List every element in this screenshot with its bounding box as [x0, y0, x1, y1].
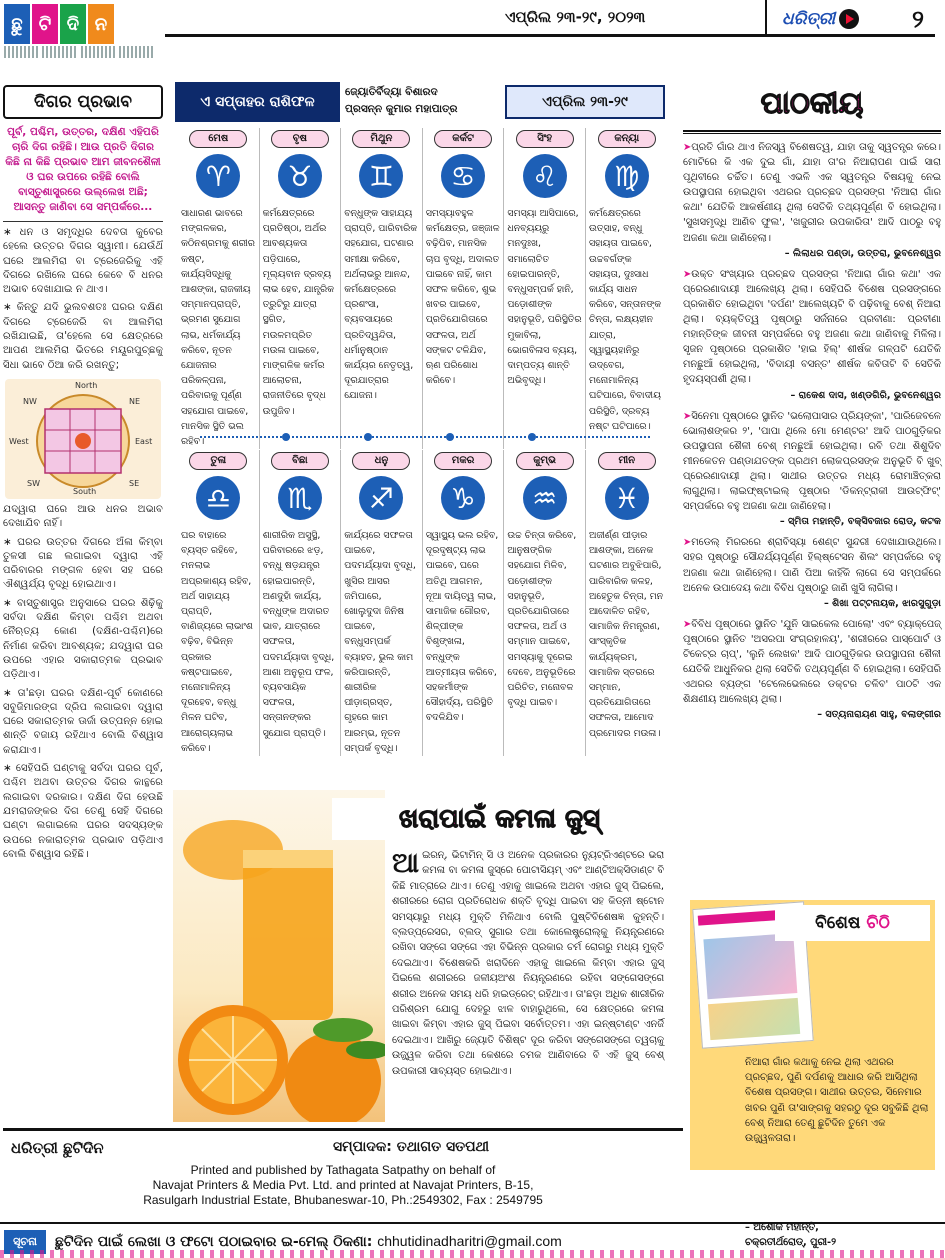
- letter-text: ପ୍ରତି ଗାଁର ଥାଏ ନିଜସ୍ୱ ବିଶେଷତ୍ୱ, ଯାହା ତାକୁ ସ୍ୱତନ୍ତ୍ର କରେ। ମୋଟିରେ କି ଏକ ଦୁଇ ଗାଁ, ଯାହା ତା'ର ନିଆରାପଣ ପାଇଁ ସାରା ପୃଥିବୀରେ ଚର୍ଚ୍ଚିତ। ତେଣୁ ଏଭଳି ଏକ ସ୍ୱତନ୍ତ୍ର ବିଷୟକୁ ନେଇ ଉପସ୍ଥାପନା ହୋଇଥିବା ଏଥରର ପ୍ରଚ୍ଛଦ ପ୍ରସଙ୍ଗ 'ନିଆରା ଗାଁର କଥା' ଯେତିକି ଆକର୍ଷଣୀୟ ଥିଲା ସେତିକି ତଥ୍ୟପୂର୍ଣ୍ଣ ବି ହୋଇଥିଲା। 'ସୁଖସମୃଦ୍ଧି ଆଣିବ ଫୁଲ', 'ଖଜୁରୀର ଉପକାରିତା' ଆଦି ପାଠରୁ ବହୁ ଅଜଣା କଥା ଜାଣିହେଲା।: [683, 142, 941, 244]
- letter-signature: – ସତ୍ୟନାରାୟଣ ସାହୁ, ବଲାଙ୍ଗୀର: [817, 709, 941, 721]
- imprint-line: Rasulgarh Industrial Estate, Bhubaneswar-10, Ph.:2549302, Fax : 2549795: [143, 1193, 543, 1207]
- horoscope-row: [178, 450, 668, 756]
- column-title: ଦିଗର ପ୍ରଭାବ: [3, 85, 163, 119]
- arrow-icon: ➤: [683, 142, 692, 153]
- zodiac-cell: [260, 128, 342, 449]
- letter-text: ବିବିଧ ପୃଷ୍ଠାରେ ସ୍ଥାନିତ 'ଯୁନି ସାଇକେଲ ପୋଲୋ' ଏବଂ ବ୍ୟାକ୍‌ପେଜ୍ ପୃଷ୍ଠାରେ ସ୍ଥାନିତ 'ଅସରପା ସଂଗ୍ରହାଳୟ', 'ଶରୀରରେ ପାସ୍‌ପୋର୍ଟ ଓ ଟିକେଟ୍‌ର ଚାପ୍‌', 'ଲୁନି ଲେଖକ' ଆଦି ପାଠଗୁଡ଼ିକର ଉପସ୍ଥାପନା ଶୈଳୀ ଯେତିକି ଆଧୁନିକର ଥିଲା ସେତିକି ତଥ୍ୟପୂର୍ଣ୍ଣ ବି ହୋଇଥିଲା। ସେହିପରି ଏଥରର ବ୍ୟଙ୍ଗ 'ଟେଲେଭେଲରେ ଡକ୍ଟର ଚଳିବ' ପାଠଟି ଏକ ଶିକ୍ଷଣୀୟ ଆଲେଖ୍ୟ ଥିଲା।: [683, 618, 941, 706]
- zodiac-forecast: ସ୍ୱାସ୍ଥ୍ୟ ଭଲ ରହିବ, ଦୂରଦୃଷ୍ଟ୍ୟ ଲାଭ ପାଇବେ, ଘରେ ଅତିଥି ଆଗମନ, ନୂଆ ଦାୟିତ୍ୱ ଲାଭ, ସାମାଜିକ ଗୌରବ, ଶିଳ୍ପୀଙ୍କ ବିଶୃଙ୍ଖଳା, ବନ୍ଧୁଙ୍କ ଆତ୍ମୀୟତା କରିବେ, ସହକର୍ମୀଙ୍କ ସୌହାର୍ଦ୍ୟ, ପରିସ୍ଥିତି ବଦଳିଯିବ।: [425, 530, 499, 724]
- label-pink: ଚିଠି: [866, 913, 890, 933]
- paragraph: ଯଦ୍ୱାରା ଘରେ ଆଉ ଧନର ଅଭାବ ଦେଖାଯିବ ନାହିଁ।: [3, 503, 163, 530]
- notice-message: ଛୁଟିଦିନ ପାଇଁ ଲେଖା ଓ ଫଟୋ ପଠାଇବାର ଇ-ମେଲ୍ ଠିକଣା:: [55, 1234, 373, 1250]
- masthead-logo: [4, 4, 116, 44]
- letter-signature: – ରାକେଶ ଦାସ, ଖଣ୍ଡଗିରି, ଭୁବନେଶ୍ୱର: [790, 389, 941, 401]
- signature-name: – ଅଶୋକ ମହାନ୍ତି,: [745, 1222, 819, 1233]
- direction-effects-column: [3, 85, 163, 1115]
- reader-letter: [683, 140, 941, 261]
- zodiac-forecast: ଉଚ୍ଚ ଚିନ୍ତା କରିବେ, ଆନୁଷଙ୍ଗିକ ସହଯୋଗ ମିଳିବ, ପଡ଼ୋଶୀଙ୍କ ସହାନୁଭୂତି, ପ୍ରତିଯୋଗିତାରେ ସଫଳତା, ଅର୍ଥ ଓ ସମ୍ମାନ ପାଇବେ, ସମସ୍ୟାକୁ ଦୂରେଇ ଦେବେ, ଅନୁଭୂତିରେ ପରିଚିତ, ମନୋବଳ ବୃଦ୍ଧି ପାଇବ।: [507, 530, 577, 709]
- column-rule: [683, 130, 941, 134]
- zodiac-cell: [178, 450, 260, 756]
- letter-signature: – ଶିଖା ପଟ୍ଟନାୟକ, ଝାରସୁଗୁଡ଼ା: [823, 597, 941, 609]
- zodiac-icon: ♌: [523, 154, 567, 198]
- zodiac-cell: [504, 450, 586, 756]
- author-title: ଜ୍ୟୋତିର୍ବିଦ୍ୟା ବିଶାରଦ: [345, 86, 438, 98]
- paragraph: ∗ ସେହିପରି ଘଣ୍ଟାକୁ ସର୍ବଦା ଘରର ପୂର୍ବ, ପଶ୍ଚିମ ଅଥବା ଉତ୍ତର ଦିଗର କାନ୍ଥରେ ଲଗାଇବା ଦରକାର। ଦକ୍ଷିଣ ଦିଗ ହେଉଛି ଯମରାଜଙ୍କର ଦିଗ ତେଣୁ ସେହି ଦିଗରେ ଘଣ୍ଟା ଲଗାଇଲେ ଘରର ସଦସ୍ୟଙ୍କ ଉପରେ ନକାରାତ୍ମକ ପ୍ରଭାବ ପଡ଼ିଥାଏ ବୋଲି ବିଶ୍ୱାସ ରହିଛି।: [3, 763, 163, 860]
- zodiac-icon: ♊: [359, 154, 403, 198]
- zodiac-icon: ♒: [523, 476, 567, 520]
- zodiac-icon: ♏: [278, 476, 322, 520]
- arrow-icon: ➤: [683, 268, 692, 280]
- zodiac-name: ବିଛା: [271, 452, 329, 470]
- letter-text: ଉକ୍ତ ସଂଖ୍ୟାର ପ୍ରଚ୍ଛଦ ପ୍ରସଙ୍ଗ 'ନିଆରା ଗାଁର କଥା' ଏକ ପ୍ରେରଣାଦାୟୀ ଆଲେଖ୍ୟ ଥିଲା। ସେହିପରି ବିଶେଷ ପ୍ରସଙ୍ଗରେ ପ୍ରକାଶିତ ହୋଇଥିବା 'ଦର୍ପଣ' ଆଲେଖ୍ୟଟି ବି ପଢ଼ିବାକୁ ବେଶ୍ ନିଆରା ଥିଲା। ବ୍ୟକ୍ତିତ୍ୱ ପୃଷ୍ଠାରୁ ସର୍ଜନାରେ ପ୍ରବୀଣା: ପ୍ରବୀଣା ମହାନ୍ତିଙ୍କ ଜୀବନୀ ସମ୍ପର୍କରେ ବହୁ ଅଜଣା କଥା ଜାଣିବାକୁ ମିଳିଲା। ସୃଜନ ପୃଷ୍ଠାରେ ପ୍ରକାଶିତ 'ହାଇ ହିଲ୍' ଶୀର୍ଷକ ଗଳ୍ପଟି ଯେତିକି ମନଛୁଆଁ ହୋଇଥିଲା, 'ବିଦାୟୀ ବସନ୍ତ' ଶୀର୍ଷକ କବିତାଟି ବି ସେତିକି ହୃଦୟସ୍ପର୍ଶୀ ଥିଲା।: [683, 268, 941, 386]
- zodiac-forecast: ଘର ବାହାରେ ବ୍ୟସ୍ତ ରହିବେ, ମନଲାଭ ଅପ୍ରକାଶ୍ୟ ରହିବ, ଅର୍ଥ ସାହାଯ୍ୟ ପ୍ରାପ୍ତି, ବାଣିଜ୍ୟରେ ଲାଭାଂଶ ବଢ଼ିବ, ବିଭିନ୍ନ ପ୍ରକାର କଷ୍ଟପାଇବେ, ମନୋମାଳିନ୍ୟ ଦୂରହେବ, ବନ୍ଧୁ ମିଳନ ଘଟିବ, ଆରୋଗ୍ୟଲାଭ କରିବେ।: [181, 530, 253, 754]
- zodiac-icon: ♐: [359, 476, 403, 520]
- special-letter-label: [775, 905, 930, 941]
- zodiac-forecast: କର୍ମକ୍ଷେତ୍ରରେ ପ୍ରତିଷ୍ଠା, ଅର୍ଥର ଆବଶ୍ୟକତା ପଡ଼ିପାରେ, ମୂଲ୍ୟବାନ ଦ୍ରବ୍ୟ ଲାଭ ହେବ, ଯାନ୍ତ୍ରିକ ତ୍ରୁଟିରୁ ଯାତ୍ରା ସ୍ଥଗିତ, ମଉଳମପ୍ରିତ ମଉଳା ପାଇବେ, ମାଙ୍ଗଳିକ କର୍ମର ଆଲୋଚନା, ରାଜନୀତିରେ ବୃଦ୍ଧ ଉପୁଜିବ।: [262, 208, 335, 417]
- footer-brand: ଧରିତ୍ରୀ ଛୁଟିଦିନ: [11, 1139, 104, 1157]
- letter-signature: – ଲିଲାଧର ପଣ୍ଡା, ଉତ୍ତରା, ଭୁବନେଶ୍ୱର: [784, 247, 941, 259]
- zodiac-name: କର୍କଟ: [434, 130, 492, 148]
- masthead-letter: ଟି: [32, 4, 58, 44]
- zodiac-cell: [178, 128, 260, 449]
- zodiac-forecast: ସମସ୍ୟାବହୁଳ କର୍ମକ୍ଷେତ୍ର, ଜଞ୍ଜାଳ ବଢ଼ିପିବ, ମାନସିକ ଚାପ ବୃଦ୍ଧି, ଅଦାଲତ ପାଇବେ ନାହିଁ, କାମ ସଫଳ କରିବେ, ଶୁଭ ଖବର ପାଇବେ, ପ୍ରତିଯୋଗିତାରେ ସଫଳତା, ଅର୍ଥ ସଙ୍କଟ ଟଳିଯିବ, ଋଣ ପରିଶୋଧ କରିବେ।: [425, 208, 500, 387]
- signature-place: ଚକ୍ରତୀର୍ଥରୋଡ୍, ପୁରୀ-୨: [745, 1237, 837, 1248]
- letters-list: [683, 140, 941, 722]
- bottom-decoration: [0, 1250, 945, 1258]
- arrow-icon: ➤: [683, 537, 692, 549]
- zodiac-name: ଧନୁ: [352, 452, 410, 470]
- zodiac-forecast: ସମସ୍ୟା ଆସିପାରେ, ଧନବ୍ୟୟରୁ ମନଦୁଃଖ, ସମାଲୋଚିତ ହୋଇପାରନ୍ତି, ବନ୍ଧୁସମ୍ପର୍କ ହାନି, ପଡ଼ୋଶୀଙ୍କ ସହାନୁଭୂତି, ପରିସ୍ଥିତିର ମୁକାବିଲା, ଭୋଗବିଳାସ ବ୍ୟୟ, ଦାମ୍ପତ୍ୟ ଶାନ୍ତି ଅଭିବୃଦ୍ଧି।: [507, 208, 582, 387]
- article-title: ଖରାପାଇଁ କମଳା ଜୁସ୍: [332, 798, 667, 840]
- header-rule: [165, 34, 935, 37]
- arrow-icon: ➤: [683, 410, 692, 422]
- zodiac-forecast: କର୍ମକ୍ଷେତ୍ରରେ ଉତ୍ସାହ, ବନ୍ଧୁ ସହାୟତା ପାଇବେ, ଉଚ୍ଚବର୍ଗଙ୍କ ସହାୟତା, ଦୁଃସାଧ କାର୍ଯ୍ୟ ସାଧନ କରିବେ, ସନ୍ତାନଙ୍କ ଚିନ୍ତା, ଲକ୍ଷ୍ୟହୀନ ଯାତ୍ରା, ସ୍ୱାସ୍ଥ୍ୟହାନିରୁ ଉଦ୍‌ବେଗ, ମନୋମାଳିନ୍ୟ ଘଟିପାରେ, ବିବାଦୀୟ ପରିସ୍ଥିତି, ଦ୍ରବ୍ୟ ନଷ୍ଟ ଘଟିପାରେ।: [588, 208, 662, 432]
- play-icon: [839, 9, 859, 29]
- page-number: ୨: [912, 4, 924, 33]
- compass-ne-label: NE: [129, 396, 141, 406]
- imprint-footer: [3, 1128, 683, 1218]
- reader-letter: [683, 535, 941, 610]
- zodiac-forecast: ଅଜୀର୍ଣ୍ଣ ପୀଡ଼ାର ଆଶଙ୍କା, ଅନେକ ଘଟଣାର ଅବୁଝିପାରି, ପାରିବାରିକ କଳହ, ଅହେତୁକ ଚିନ୍ତା, ମନ ଆଦୋଳିତ ରହିବ, ସାମାଜିକ ନିମନ୍ତ୍ରଣ, ସାଂସ୍କୃତିକ କାର୍ଯ୍ୟକ୍ରମ, ସାମାଜିକ ସ୍ତରରେ ସମ୍ମାନ, ପ୍ରତିଯୋଗିତାରେ ସଫଳତା, ଆମୋଦ ପ୍ରମୋଦର ମଉଳା।: [588, 530, 664, 739]
- horoscope-header: [175, 82, 668, 122]
- arrow-icon: ➤: [683, 618, 692, 630]
- zodiac-icon: ♑: [441, 476, 485, 520]
- zodiac-name: ବୃଷ: [271, 130, 329, 148]
- imprint-line: Navajat Printers & Media Pvt. Ltd. and printed at Navajat Printers, B-15,: [152, 1178, 534, 1192]
- issue-date: ଏପ୍ରିଲ ୨୩-୨୯, ୨୦୨୩: [505, 8, 646, 26]
- zodiac-forecast: ବନ୍ଧୁଙ୍କ ସାହାଯ୍ୟ ପ୍ରାପ୍ତି, ପାରିବାରିକ ସହଯୋଗ, ଘଟଣାର ସମୀକ୍ଷା କରିବେ, ଅର୍ଥଲାଭରୁ ଆନନ୍ଦ, କର୍ମକ୍ଷେତ୍ରରେ ପ୍ରଶଂସା, ବ୍ୟବସାୟରେ ପ୍ରତିଦ୍ୱନ୍ଦିତା, ଧର୍ମାନୁଷ୍ଠାନ କାର୍ଯ୍ୟର ନେତୃତ୍ୱ, ଦୂରଯାତ୍ରାର ଯୋଜନା।: [344, 208, 418, 402]
- paragraph: ∗ ଘରର ଉତ୍ତର ଦିଗରେ ଅଁଳା କିମ୍ବା ତୁଳସୀ ଗଛ ଲଗାଇବା ଦ୍ୱାରା ଏହି ପରିବାରର ମଙ୍ଗଳ ହେବା ସହ ଘରେ ଐଶ୍ୱର୍ଯ୍ୟ ବୃଦ୍ଧି ହୋଇଥାଏ।: [3, 536, 163, 591]
- compass-nw-label: NW: [23, 396, 37, 406]
- imprint-line: Printed and published by Tathagata Satpathy on behalf of: [190, 1163, 496, 1177]
- compass-east-label: East: [135, 436, 153, 446]
- zodiac-icon: ♓: [605, 476, 649, 520]
- article-text: ଇରନ୍, ଭିଟାମିନ୍ ସି ଓ ଅନେକ ପ୍ରକାରର ନ୍ୟୁଟ୍ରିଏଣ୍ଟରେ ଭରା କମଳା ବା କମଳା ଜୁସ୍‌ରେ ପୋଟାସିୟମ୍ ଏବଂ ଆଣ୍ଟିଅକ୍ସିଡାଣ୍ଟ ବି କିଛି ମାତ୍ରାରେ ଥାଏ। ତେଣୁ ଏହାକୁ ଖାଇଲେ ଅଥବା ଏହାର ଜୁସ୍ ପିଇଲେ, ଶରୀରରେ ରୋଗ ପ୍ରତିରୋଧକ ଶକ୍ତି ବୃଦ୍ଧି ପାଇବା ସହ କିଡ୍‌ନୀ ଷ୍ଟୋନ ସମସ୍ୟାରୁ ମଧ୍ୟ ମୁକ୍ତି ମିଳିଥାଏ ବୋଲି ପୁଷ୍ଟିବିଶେଷଜ୍ଞ କୁହନ୍ତି। ବ୍ଲଡ୍‌ପ୍ରେସର, ବ୍ଲଡ୍ ସୁଗାର ତଥା କୋଲେଷ୍ଟ୍ରୋଲ୍‌କୁ ନିୟନ୍ତ୍ରଣରେ ରଖିବା ସଙ୍ଗେ ସଙ୍ଗେ ଏହା ବିଭିନ୍ନ ପ୍ରକାର ଚର୍ମ ରୋଗରୁ ମଧ୍ୟ ମୁକ୍ତି ଦେଇଥାଏ। ବିଶେଷକରି ଖରାଦିନେ ଏହାକୁ ଖାଇଲେ କିମ୍ବା ଏହାର ଜୁସ୍ ପିଇଲେ ଶରୀରରେ ଜଳୀୟଅଂଶ ନିୟନ୍ତ୍ରଣରେ ରହିବା ସଙ୍ଗେସଙ୍ଗେ ଶରୀର ଅନେକ ସମୟ ଧରି ହାଇଡ୍ରେଟ୍ ରହିଥାଏ। ତା'ଛଡ଼ା ଅଧିକ ଶାରୀରିକ ପରିଶ୍ରମ ଯୋଗୁ ଦେହରୁ ଝାଳ ବାହାରୁଥିଲେ, ସେ କ୍ଷେତ୍ରରେ କମଳା ଖାଇବା କିମ୍ବା ଏହାର ଜୁସ୍ ପିଇବା ସର୍ବୋତ୍ତମ। ଏହା ଇନ୍‌ଷ୍ଟାଣ୍ଟ ଏନର୍ଜି ଦେଇଥାଏ। ଆଖିରୁ ଜ୍ୟୋତି ବିଶିଷ୍ଟ ଦୂର କରିବା ସଙ୍ଗେସଙ୍ଗେ ତ୍ୱଚାକୁ ଉଜ୍ଜ୍ୱଳ କରିବା ତଥା କେଶରେ ଚମକ ଆଣିବାରେ ବି ଏହି ଜୁସ୍ ବେଶ୍ ଉପକାରୀ ସାବ୍ୟସ୍ତ ହୋଇଥାଏ।: [392, 850, 664, 1077]
- zodiac-cell: [423, 450, 505, 756]
- masthead-letter: ଦି: [60, 4, 86, 44]
- column-title: ପାଠକୀୟ: [760, 86, 864, 121]
- contact-email[interactable]: chhutidinadharitri@gmail.com: [377, 1233, 562, 1249]
- letter-text: ମଡେଲ୍ ମିରରରେ ଶ୍ରାବିସ୍ୟା ଶେଣ୍ଟ ସୁନ୍ଦରୀ ଦେଖାଯାଉଥିଲେ। ସହର ପୃଷ୍ଠାରୁ ସୌନ୍ଦର୍ଯ୍ୟପୂର୍ଣ୍ଣ ହିଲ୍‌ଷ୍ଟେସନ ଶିଲଂ ସମ୍ପର୍କରେ ବହୁ ଅଜଣା କଥା ଜାଣିହେଲା। ପାଣି ପିଆ କାହିଁକି ଲାଗେ ସେ ସମ୍ପର୍କରେ ଅନେକ ଉପାଦେୟ କଥା ବିବିଧ ପୃଷ୍ଠାରୁ ଜାଣି ଖୁସି ଲାଗିଲା।: [683, 537, 941, 594]
- paragraph: ∗ ତା'ଛଡ଼ା ଘରର ଦକ୍ଷିଣ-ପୂର୍ବ କୋଣରେ ସବୁଜିମାରଙ୍ଗ ଦ୍ରିପ ଲଗାଇବା ଦ୍ୱାରା ଘରେ ସକାରାତ୍ମକ ଊର୍ଜା ଉତ୍ପନ୍ନ ହୋଇ ଶାନ୍ତି ବଜାୟ ରହିଥାଏ ବୋଲି ବିଶ୍ୱାସ କରାଯାଏ।: [3, 687, 163, 756]
- zodiac-forecast: ଶାରୀରିକ ଅସୁସ୍ଥି, ପରିବାରରେ ଝଡ଼, ବନ୍ଧୁ ଷଡ଼ଯନ୍ତ୍ର ହୋଇପାରନ୍ତି, ଅଣଦୁହାଁ କାର୍ଯ୍ୟ, ବନ୍ଧୁଙ୍କ ଅଦାରତ ଭାବ, ଯାତ୍ରାରେ ସଫଳତା, ପଦମର୍ଯ୍ୟାଦା ବୃଦ୍ଧି, ଆଶା ଅନୁରୂପ ଫଳ, ବ୍ୟବସାୟିକ ସଫଳତା, ସନ୍ତାନଙ୍କର ସୁଯୋଗ ପ୍ରାପ୍ତି।: [262, 530, 335, 739]
- zodiac-cell: [341, 450, 423, 756]
- zodiac-cell: [586, 450, 668, 756]
- zodiac-cell: [504, 128, 586, 449]
- horoscope-date: ଏପ୍ରିଲ ୨୩-୨୯: [505, 85, 665, 119]
- brand-logo: [782, 4, 874, 34]
- zodiac-name: ମେଷ: [189, 130, 247, 148]
- paragraph: ∗ କିନ୍ତୁ ଯଦି ଭୁଲବଶତଃ ଘରର ଦକ୍ଷିଣ ଦିଗରେ ଟ୍ରେଜେରି ବା ଆଲମିରା ରଖିଯାଇଛି, ତା'ହେଲେ ସେ କ୍ଷେତ୍ରରେ ଆପଣ ଆଲମିରା ଭିତରେ ମୟୂରପୁଚ୍ଛକୁ ସିଧା ଭାବେ ଠିଆ କରି ରଖନ୍ତୁ;: [3, 302, 163, 371]
- zodiac-icon: ♎: [196, 476, 240, 520]
- paragraph: ∗ ବାସ୍ତୁଶାସ୍ତ୍ର ଅନୁସାରେ ଘରର ଶିଢ଼ିକୁ ସର୍ବଦା ଦକ୍ଷିଣ କିମ୍ବା ପଶ୍ଚିମ ଅଥବା ନୈଋତ୍ୟ କୋଣ (ଦକ୍ଷିଣ-ପଶ୍ଚିମ)ରେ ନିର୍ମାଣ କରିବା ଆବଶ୍ୟକ; ଯଦ୍ୱାରା ଘର ଉପରେ ଏହାର ସକାରାତ୍ମକ ପ୍ରଭାବ ପଡ଼ିଥାଏ।: [3, 597, 163, 681]
- label-black: ବିଶେଷ: [815, 913, 861, 933]
- compass-sw-label: SW: [27, 478, 40, 488]
- printer-imprint: [63, 1163, 623, 1208]
- compass-north-label: North: [75, 380, 98, 390]
- zodiac-icon: ♋: [441, 154, 485, 198]
- horoscope-title: ଏ ସପ୍ତାହର ରାଶିଫଳ: [175, 82, 340, 122]
- zodiac-icon: ♉: [278, 154, 322, 198]
- special-letter-text: ନିଆରା ଗାଁର କଥାକୁ ନେଇ ଥିଲା ଏଥରର ପ୍ରଚ୍ଛଦ, ପୁଣି ଦର୍ପଣକୁ ଆଧାର କରି ଆସିଥିଲା ବିଶେଷ ପ୍ରସଙ୍ଗ। ସାଥୀର ଉତ୍ତର, ସିନେମାର ଖବର ପୁଣି ତା'ସାଙ୍ଗକୁ ସହରଠୁ ଦୂର ସବୁକିଛି ଥିଲା ବେଶ୍ ନିଆରା ତେଣୁ ଛୁଟିଦିନ ତୁମେ ଏକ ଉଜ୍ଜ୍ୱଳତାରା।: [745, 1057, 929, 1145]
- letter-text: ସିନେମା ପୃଷ୍ଠାରେ ସ୍ଥାନିତ 'ଭଲୋପାସାର ପ୍ରିୟଙ୍କା', 'ପାରିଜେବଳେ ଭୋଲାଶଙ୍କର ୨', 'ପାପା ଥିଲେ ମୋ ମେଣ୍ଟର' ଆଦି ପାଠଗୁଡ଼ିକର ଉପସ୍ଥାପନା ଶୈଳୀ ବେଶ୍ ମନଛୁଆଁ ହୋଇଥିଲା। ରବି ତଥା ଶିଶୁଦିବ ମୀନକେତନ ପଣ୍ଡାଯତଙ୍କ ପ୍ରଥମ ଲୋକପ୍ରସଙ୍କ ଅନୁଭୂତି ବି ଖୁବ୍ ପ୍ରେରଣାଦାୟୀ ଥିଲା। ସାଥୀର ଉତ୍ତର ମଧ୍ୟ ରୋମାଞ୍ଚିତ୍‌କରା ଲାଗୁଥିଲା। ଲାଇଫ୍‌ଷ୍ଟାଇଲ୍ ପୃଷ୍ଠାର 'ଡିକନ୍‌ଟ୍ରାକୀ ଆଉଟ୍‌ଫିଟ୍' ସମ୍ପର୍କରେ ବହୁ ଅଜଣା କଥା ଜାଣିହେଲା।: [683, 410, 941, 513]
- page-header: [0, 0, 945, 64]
- vastu-compass-image: [5, 379, 161, 499]
- footer-editor: ସମ୍ପାଦକ: ତଥାଗତ ସତପଥୀ: [333, 1139, 490, 1155]
- reader-letter: [683, 409, 941, 530]
- article-body: [392, 848, 664, 1079]
- compass-south-label: South: [73, 486, 97, 496]
- letter-signature: – ସ୍ମିତା ମହାନ୍ତି, ବକ୍ସିବଜାର ରୋଡ୍, କଟକ: [779, 516, 941, 528]
- zodiac-cell: [586, 128, 668, 449]
- zodiac-forecast: ସାଧାରଣ ଭାବରେ ମଙ୍ଗଳକର, କଠିନଶ୍ରମକୁ ଶରୀର କଷ୍ଟ, କାର୍ଯ୍ୟସିଦ୍ଧିକୁ ଆଶଙ୍କା, ରାଜକୀୟ ସମ୍ମାନପ୍ରାପ୍ତି, ଭ୍ରମଣ ସୁଯୋଗ ଲାଭ, ଧର୍ମକାର୍ଯ୍ୟ କରିବେ, ନୂତନ ଯୋଜନାର ପରିକଳ୍ପନା, ପରିବାରକୁ ପୂର୍ଣ୍ଣ ସହଯୋଗ ପାଇବେ, ମାନସିକ ସ୍ଥିତି ଭଲ ରହିବ।: [181, 208, 255, 448]
- reader-letter: [683, 617, 941, 723]
- zodiac-icon: ♍: [605, 154, 649, 198]
- column-intro: ପୂର୍ବ, ପଶ୍ଚିମ, ଉତ୍ତର, ଦକ୍ଷିଣ ଏହିପରି ଚାରି ଦିଗ ରହିଛି। ଆଉ ପ୍ରତି ଦିଗର କିଛି ନା କିଛି ପ୍ରଭାବ ଆମ ଜୀବନଶୈଳୀ ଓ ଘର ଉପରେ ରହିଛି ବୋଲି ବାସ୍ତୁଶାସ୍ତ୍ରରେ ଉଲ୍ଲେଖ ଅଛି; ଆସନ୍ତୁ ଜାଣିବା ସେ ସମ୍ପର୍କରେ...: [5, 126, 161, 213]
- notice-label: ସୂଚନା: [4, 1230, 46, 1254]
- zodiac-name: ମକର: [434, 452, 492, 470]
- zodiac-cell: [341, 128, 423, 449]
- zodiac-name: କନ୍ୟା: [598, 130, 656, 148]
- zodiac-name: ସିଂହ: [516, 130, 574, 148]
- author-name: ପ୍ରସନ୍ନ କୁମାର ମହାପାତ୍ର: [345, 103, 458, 115]
- horoscope-divider: [200, 432, 670, 442]
- horoscope-row: [178, 128, 668, 449]
- compass-se-label: SE: [129, 478, 140, 488]
- zodiac-cell: [423, 128, 505, 449]
- zodiac-icon: ♈: [196, 154, 240, 198]
- notice-text: [55, 1233, 562, 1250]
- zodiac-name: କୁମ୍ଭ: [516, 452, 574, 470]
- masthead-stripes: [4, 46, 154, 58]
- dropcap: ଆ: [392, 846, 420, 879]
- zodiac-cell: [260, 450, 342, 756]
- zodiac-name: ମିଥୁନ: [352, 130, 410, 148]
- readers-letters-column: [683, 82, 941, 722]
- masthead-letter: ନ: [88, 4, 114, 44]
- header-divider: [765, 0, 767, 34]
- reader-letter: [683, 267, 941, 403]
- masthead-letter: ଛୁ: [4, 4, 30, 44]
- horoscope-author: [345, 84, 500, 118]
- compass-west-label: West: [9, 436, 29, 446]
- brand-name: ଧରିତ୍ରୀ: [782, 9, 836, 29]
- zodiac-name: ତୁଳା: [189, 452, 247, 470]
- paragraph: ∗ ଧନ ଓ ସମୃଦ୍ଧିର ଦେବତା କୁବେର ହେଲେ ଉତ୍ତର ଦିଗର ସ୍ୱାମୀ। ଯେଉଁଥିଁ ଘରେ ଆଲମିରା ବା ଟ୍ରେଜେରିକୁ ଏହି ଦିଗରେ ରଖିଲେ ଘରେ କେବେ ବି ଧନର ଅଭାବ ଦେଖାଯାଇ ନ ଥାଏ।: [3, 221, 163, 297]
- zodiac-name: ମୀନ: [598, 452, 656, 470]
- horoscope-grid: [178, 128, 668, 773]
- zodiac-forecast: କାର୍ଯ୍ୟରେ ସଫଳତା ପାଇବେ, ପଦମର୍ଯ୍ୟାଦା ବୃଦ୍ଧି, ଖୁସିର ଆସର ଜମିପାରେ, ଖୋଲୁଦୁଦା ଜିନିଷ ପାଇବେ, ବନ୍ଧୁସମ୍ପର୍କ ବ୍ୟାହତ, ଭୁଲ କାମ କରିପାରନ୍ତି, ଶାରୀରିକ ପୀଡ଼ାଗ୍ରସ୍ତ, ଗୃହରେ କାମ ଆରମ୍ଭ, ନୂତନ ସମ୍ପର୍କ ବୃଦ୍ଧି।: [344, 530, 416, 754]
